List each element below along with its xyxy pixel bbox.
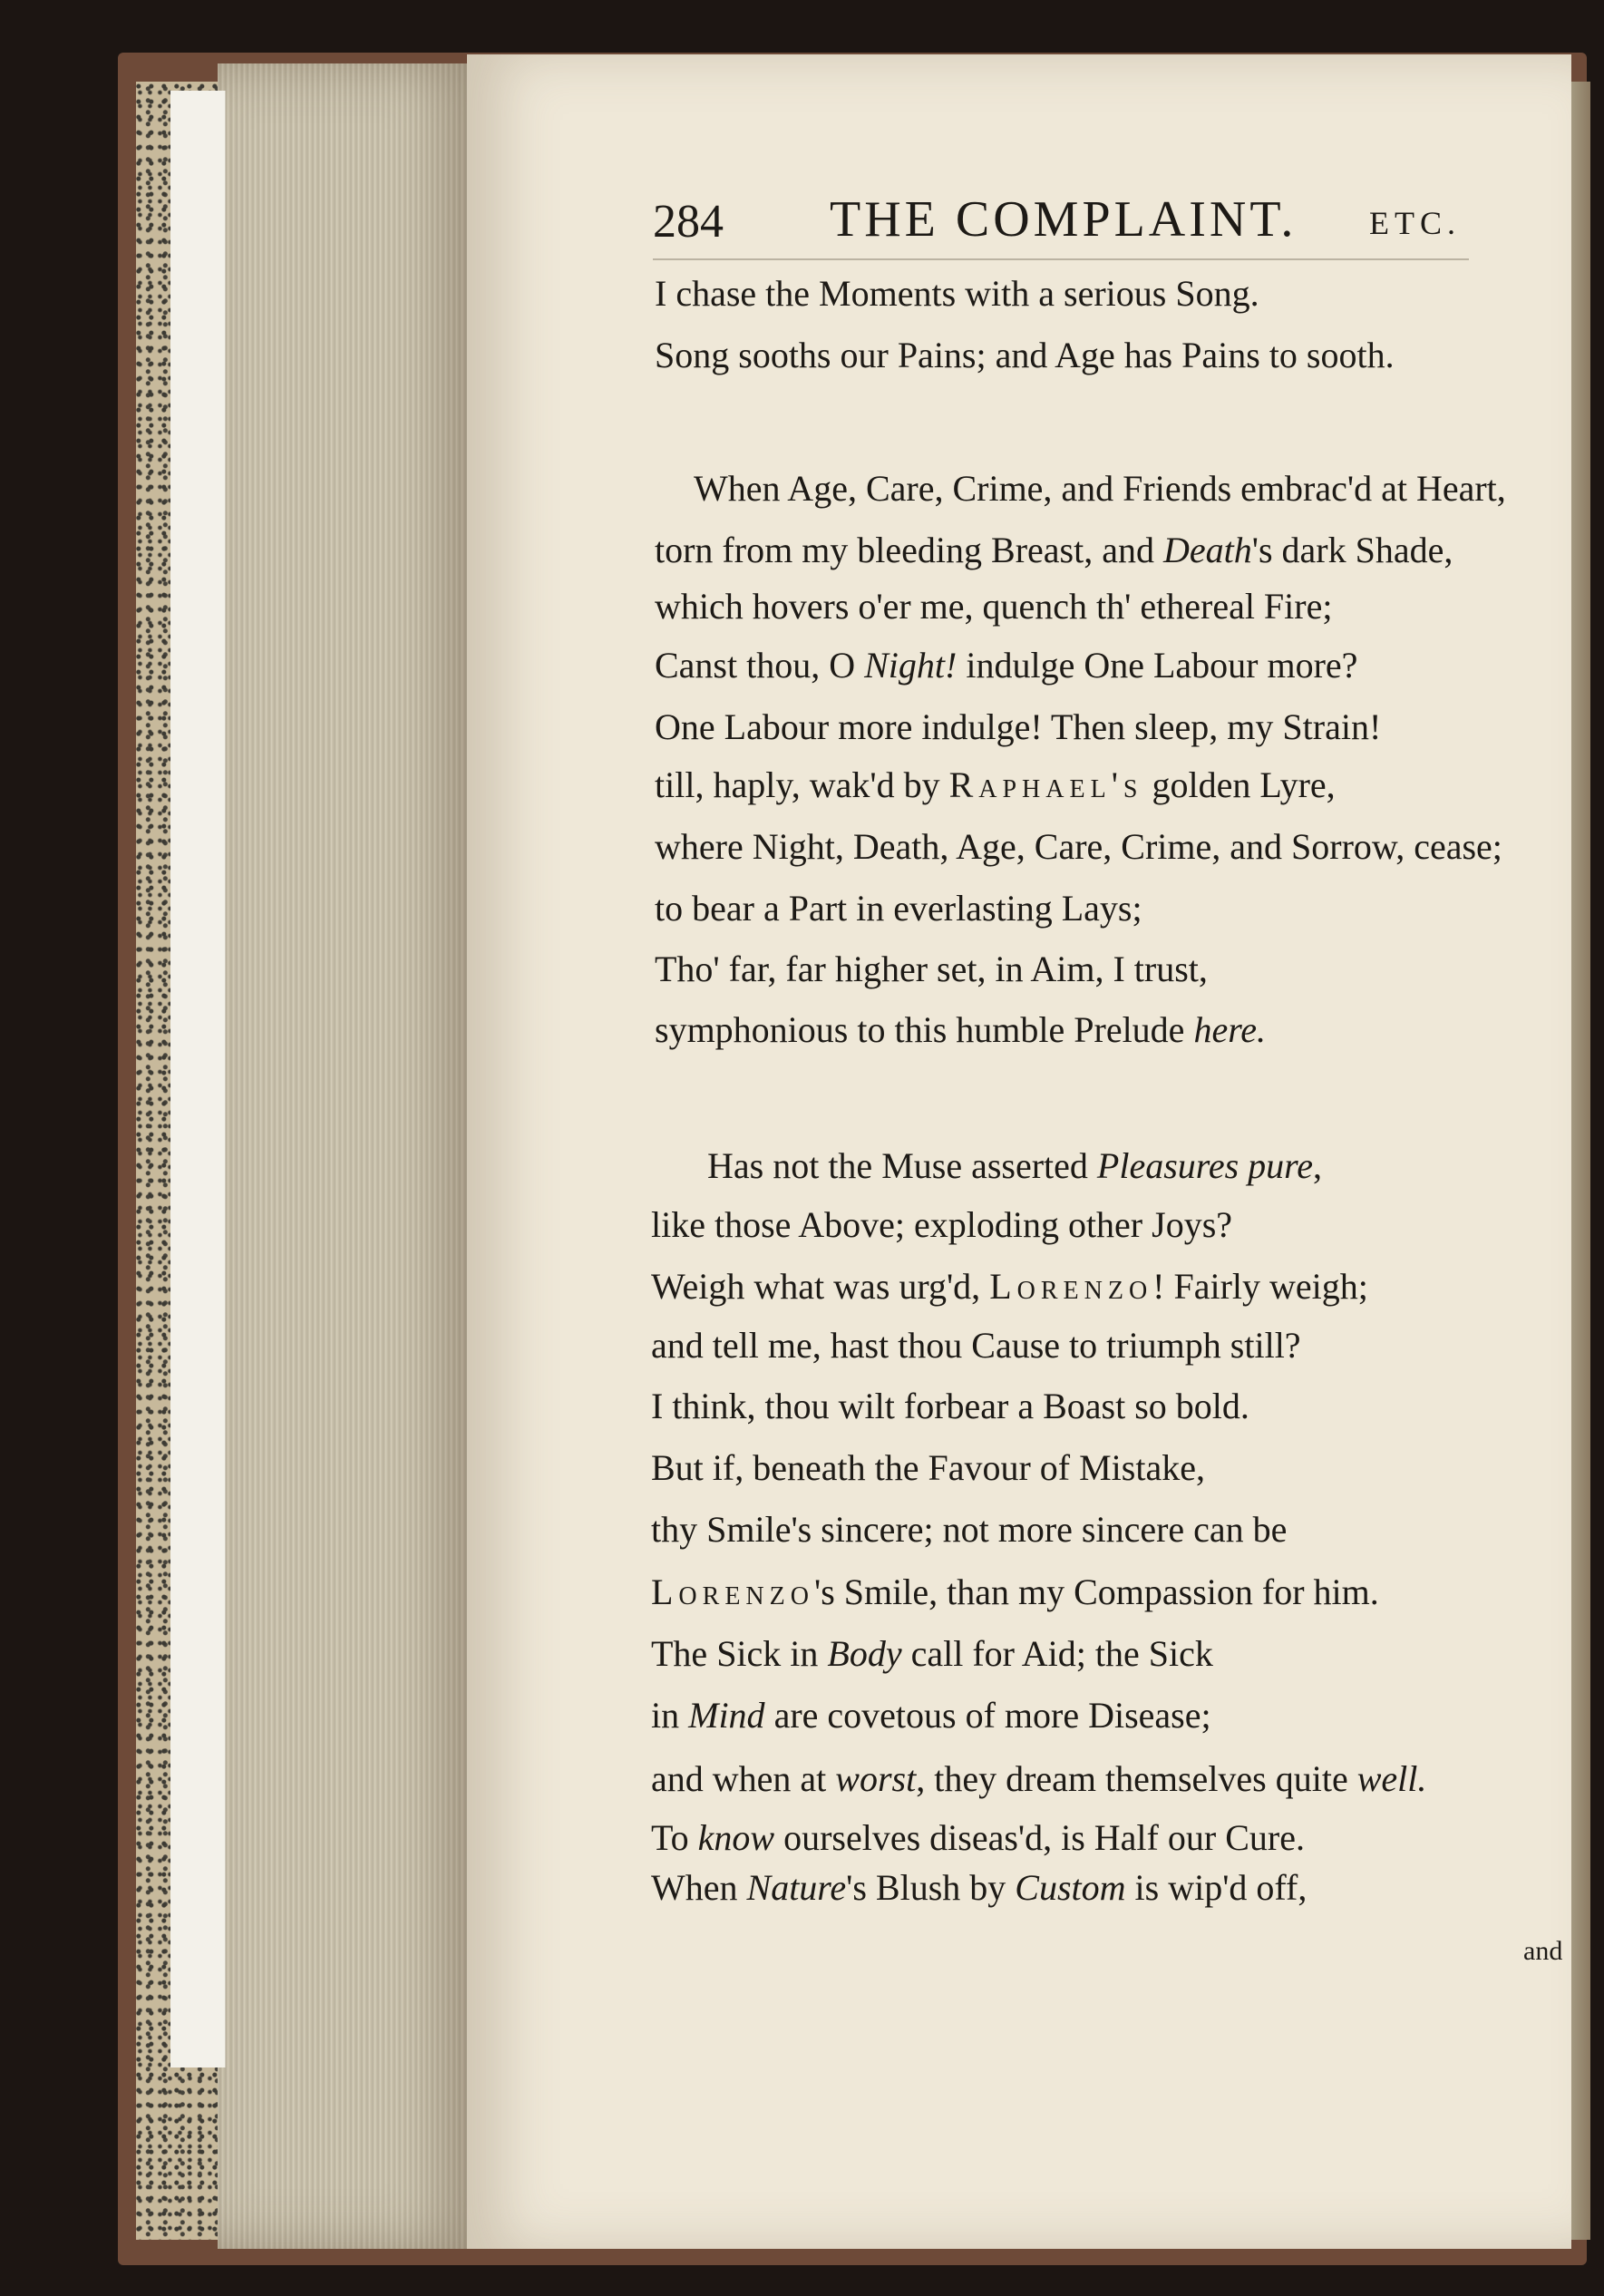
verse-line: till, haply, wak'd by Raphael's golden Lyre,	[655, 764, 1336, 805]
running-title: THE COMPLAINT.	[830, 191, 1298, 248]
verse-line: and tell me, hast thou Cause to triumph still?	[651, 1325, 1301, 1366]
running-header	[653, 186, 1469, 260]
page-edges	[218, 63, 476, 2249]
running-title-etc: ETC.	[1369, 205, 1461, 241]
verse-line: To know ourselves diseas'd, is Half our Cure.	[651, 1817, 1305, 1858]
verse-line: Song sooths our Pains; and Age has Pains to sooth.	[655, 335, 1395, 375]
verse-line: When Nature's Blush by Custom is wip'd off,	[651, 1867, 1308, 1908]
verse-line: symphonious to this humble Prelude here.	[655, 1009, 1267, 1050]
verse-line: where Night, Death, Age, Care, Crime, and Sorrow, cease;	[655, 826, 1502, 867]
verse-line: Canst thou, O Night! indulge One Labour more?	[655, 645, 1358, 686]
verse-line: I chase the Moments with a serious Song.	[655, 273, 1259, 314]
page-number: 284	[653, 196, 724, 248]
verse-line: I think, thou wilt forbear a Boast so bold.	[651, 1386, 1249, 1426]
verse-line: The Sick in Body call for Aid; the Sick	[651, 1633, 1213, 1674]
verse-line: Weigh what was urg'd, Lorenzo! Fairly weigh;	[651, 1266, 1368, 1307]
catchword: and	[1523, 1936, 1563, 1966]
verse-line: to bear a Part in everlasting Lays;	[655, 888, 1142, 929]
flyleaf	[170, 91, 226, 2067]
verse-line: torn from my bleeding Breast, and Death's dark Shade,	[655, 530, 1453, 570]
verse-line: One Labour more indulge! Then sleep, my Strain!	[655, 706, 1382, 747]
verse-line: in Mind are covetous of more Disease;	[651, 1695, 1211, 1736]
verse-line: which hovers o'er me, quench th' ethereal Fire;	[655, 586, 1333, 627]
verse-line: and when at worst, they dream themselves quite well.	[651, 1758, 1427, 1799]
verse-line: thy Smile's sincere; not more sincere can be	[651, 1509, 1288, 1550]
verse-line: Lorenzo's Smile, than my Compassion for him.	[651, 1571, 1379, 1612]
verse-line: like those Above; exploding other Joys?	[651, 1204, 1233, 1245]
verse-line: When Age, Care, Crime, and Friends embrac'd at Heart,	[694, 468, 1506, 509]
verse-line: Has not the Muse asserted Pleasures pure,	[707, 1145, 1323, 1186]
verse-line: But if, beneath the Favour of Mistake,	[651, 1447, 1205, 1488]
right-page-edge	[1569, 82, 1590, 2240]
verse-line: Tho' far, far higher set, in Aim, I trust,	[655, 949, 1208, 989]
